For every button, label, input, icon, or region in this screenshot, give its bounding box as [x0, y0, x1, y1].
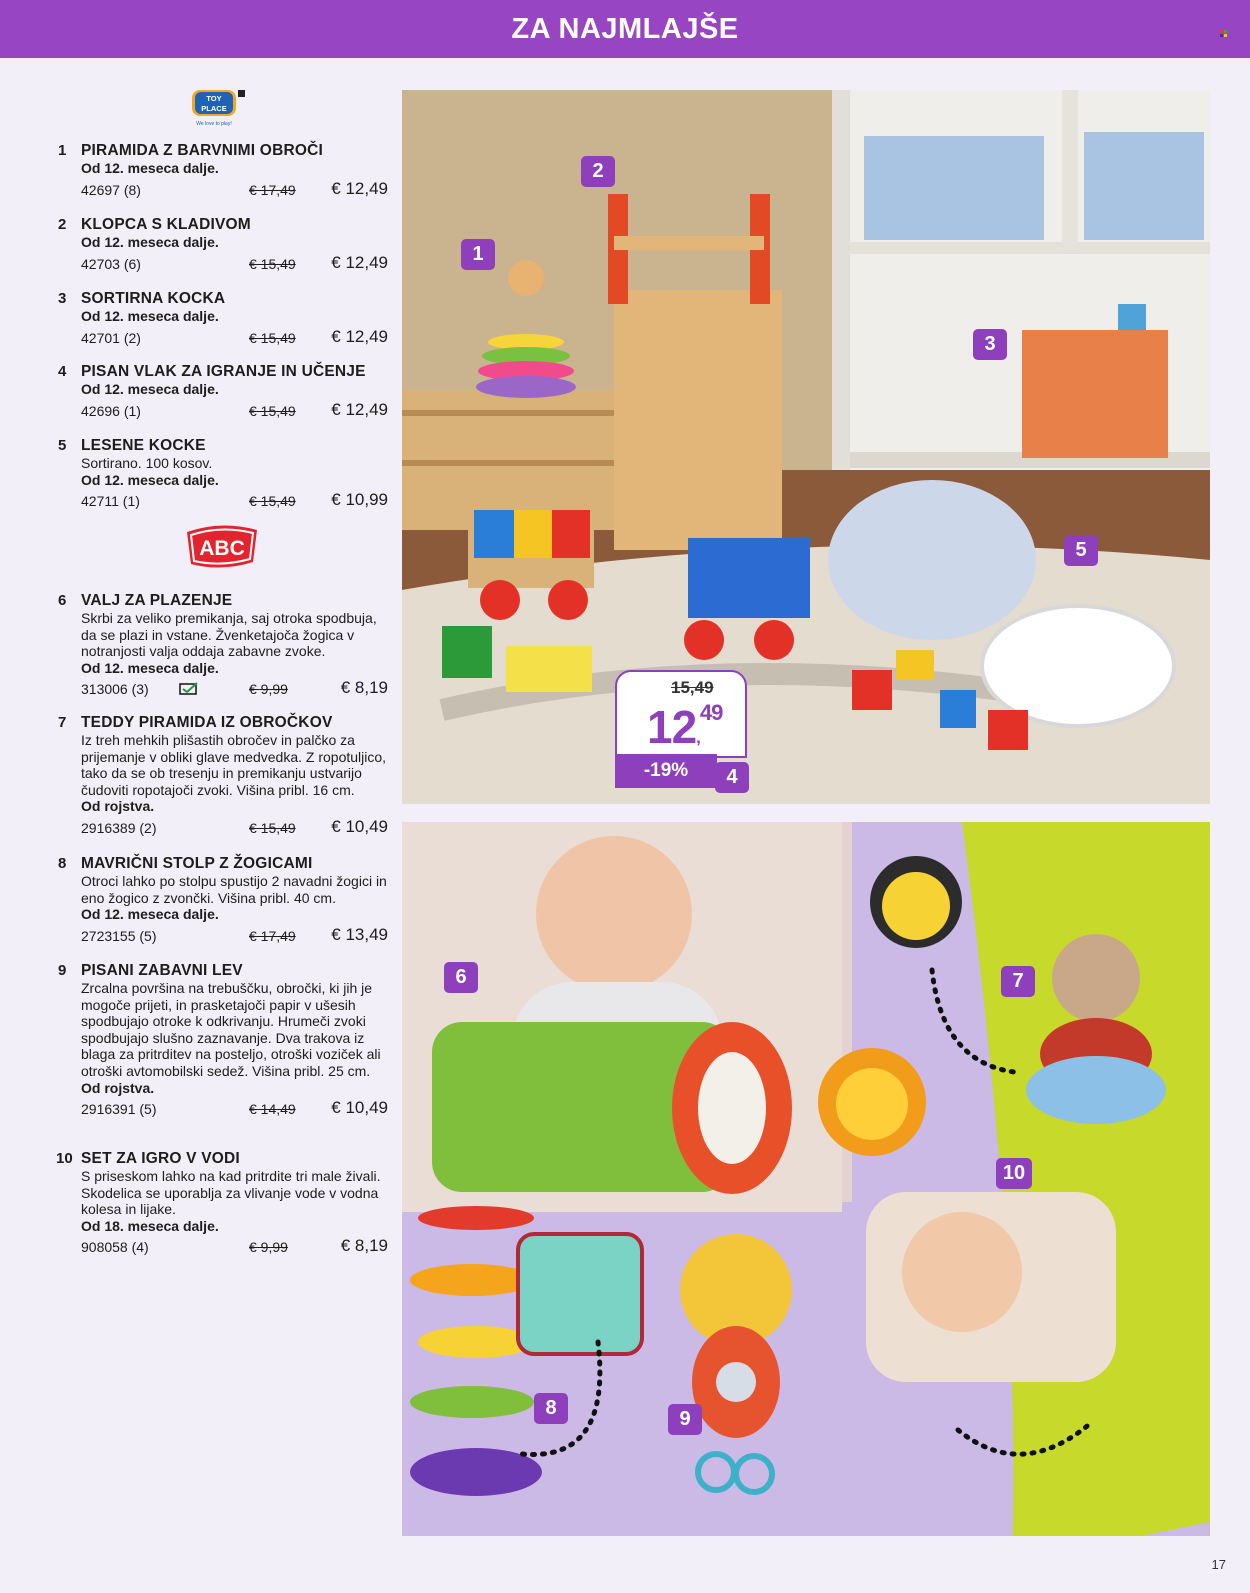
new-price: € 10,99 [331, 490, 388, 510]
toy-place-logo-word1: TOY [206, 94, 222, 103]
product-badge-7: 7 [1001, 966, 1035, 997]
product-3 [58, 290, 388, 349]
product-1 [58, 142, 388, 201]
product-code: 42711 (1) [81, 493, 140, 510]
product-description: Iz treh mehkih plišastih obročev in palčko za prijemanje v obliki glave medvedka. Z ropotuljico, tako da se ob tresenju in premikanju ustvarijo čudoviti ropotajoči zvoki. Višina pribl. 16 cm. [81, 732, 387, 798]
product-4 [58, 363, 388, 422]
product-number: 4 [58, 363, 67, 380]
product-8 [58, 855, 388, 947]
product-title: PISAN VLAK ZA IGRANJE IN UČENJE [81, 363, 366, 380]
product-10 [58, 1150, 388, 1258]
product-code: 42697 (8) [81, 181, 141, 198]
product-title: TEDDY PIRAMIDA IZ OBROČKOV [81, 714, 333, 731]
product-code: 2723155 (5) [81, 927, 157, 944]
product-number: 6 [58, 592, 67, 609]
old-price: € 14,49 [249, 1101, 296, 1118]
product-badge-9: 9 [668, 1404, 702, 1435]
product-age: Od 12. meseca dalje. [81, 234, 219, 250]
toy-place-logo-word2: PLACE [201, 104, 227, 113]
page-title: ZA NAJMLAJŠE [511, 12, 739, 45]
product-age: Od rojstva. [81, 1079, 155, 1096]
new-price: € 10,49 [331, 1098, 388, 1118]
product-title: LESENE KOCKE [81, 437, 206, 454]
product-age: Od 12. meseca dalje. [81, 659, 219, 676]
product-age: Od rojstva. [81, 798, 155, 815]
product-title: VALJ ZA PLAZENJE [81, 592, 233, 609]
product-2 [58, 216, 388, 275]
new-price: € 12,49 [331, 326, 388, 346]
old-price: € 9,99 [249, 681, 288, 698]
product-6 [58, 592, 388, 700]
product-badge-6: 6 [444, 962, 478, 993]
product-badge-8: 8 [534, 1393, 568, 1424]
product-age: Od 12. meseca dalje. [81, 308, 219, 324]
new-price: € 12,49 [331, 399, 388, 419]
product-title: SORTIRNA KOCKA [81, 290, 226, 307]
product-badge-4: 4 [715, 762, 749, 793]
old-price: € 15,49 [249, 255, 296, 272]
old-price: € 17,49 [249, 181, 296, 198]
product-number: 9 [58, 962, 67, 979]
wooden-toys-photo [402, 90, 1210, 804]
product-age: Od 12. meseca dalje. [81, 381, 219, 397]
abc-logo-text: ABC [199, 537, 245, 560]
product-code: 2916389 (2) [81, 819, 157, 836]
product-number: 10 [56, 1150, 73, 1167]
product-number: 3 [58, 290, 67, 307]
product-code: 313006 (3) [81, 681, 149, 698]
product-9 [58, 962, 388, 1120]
product-code: 42696 (1) [81, 402, 141, 419]
product-badge-5: 5 [1064, 535, 1098, 566]
product-age: Od 18. meseca dalje. [81, 1217, 219, 1234]
old-price: € 9,99 [249, 1239, 288, 1256]
product-badge-3: 3 [973, 329, 1007, 360]
old-price: € 15,49 [249, 819, 296, 836]
old-price: € 15,49 [249, 329, 296, 346]
price-tag-old: 15,49 [671, 678, 714, 697]
product-number: 1 [58, 142, 67, 159]
product-title: KLOPCA S KLADIVOM [81, 216, 251, 233]
product-code: 42701 (2) [81, 329, 141, 346]
product-7 [58, 714, 388, 839]
product-5 [58, 437, 388, 512]
new-price: € 13,49 [331, 924, 388, 944]
product-description: S priseskom lahko na kad pritrdite tri male živali. Skodelica se uporablja za vlivanje vode v vodna kolesa in lijake. [81, 1168, 381, 1218]
product-badge-10: 10 [996, 1158, 1032, 1189]
product-description: Zrcalna površina na trebuščku, obročki, ki jih je mogoče prijeti, in prasketajoči papir v ušesih spodbujajo otroke k odkrivanju. Hrumeči zvoki spodbujajo slušno zaznavanje. Dva trakova iz blaga za pritrditev na posteljo, otroški voziček ali otroški avtomobilski sedež. Višina pribl. 25 cm. [81, 980, 381, 1079]
product-title: PIRAMIDA Z BARVNIMI OBROČI [81, 142, 324, 159]
product-description: Otroci lahko po stolpu spustijo 2 navadni žogici in eno žogico z zvončki. Višina pribl. 40 cm. [81, 873, 387, 906]
product-title: MAVRIČNI STOLP Z ŽOGICAMI [81, 855, 313, 872]
abc-logo [181, 522, 263, 570]
checkbox-icon [179, 682, 199, 695]
product-description: Sortirano. 100 kosov. [81, 455, 213, 471]
product-age: Od 12. meseca dalje. [81, 906, 219, 923]
new-price: € 8,19 [340, 1236, 388, 1256]
product-code: 908058 (4) [81, 1239, 149, 1256]
corner-dots-icon [1220, 30, 1228, 38]
product-title: SET ZA IGRO V VODI [81, 1150, 240, 1167]
old-price: € 15,49 [249, 402, 296, 419]
toy-place-tagline: We love to play! [196, 121, 232, 127]
new-price: € 12,49 [331, 252, 388, 272]
product-description: Skrbi za veliko premikanja, saj otroka spodbuja, da se plazi in vstane. Žvenketajoča žogica v notranjosti valja oddaja zabavne zvoke. [81, 610, 377, 660]
product-code: 2916391 (5) [81, 1101, 157, 1118]
toy-place-logo [190, 88, 246, 128]
old-price: € 17,49 [249, 927, 296, 944]
new-price: € 12,49 [331, 178, 388, 198]
page-header [0, 0, 1250, 58]
old-price: € 15,49 [249, 493, 296, 510]
product-code: 42703 (6) [81, 255, 141, 272]
new-price: € 8,19 [340, 678, 388, 698]
baby-toys-photo [402, 822, 1210, 1536]
discount-badge: -19% [615, 754, 717, 788]
product-number: 5 [58, 437, 67, 454]
price-tag-new: 12,49 [647, 700, 723, 753]
product-badge-2: 2 [581, 156, 615, 187]
price-tag [615, 670, 745, 788]
new-price: € 10,49 [331, 816, 388, 836]
product-number: 2 [58, 216, 67, 233]
product-number: 7 [58, 714, 67, 731]
page-number: 17 [1211, 1557, 1226, 1572]
product-title: PISANI ZABAVNI LEV [81, 962, 243, 979]
product-number: 8 [58, 855, 67, 872]
product-age: Od 12. meseca dalje. [81, 160, 219, 176]
product-badge-1: 1 [461, 239, 495, 270]
product-age: Od 12. meseca dalje. [81, 471, 219, 488]
